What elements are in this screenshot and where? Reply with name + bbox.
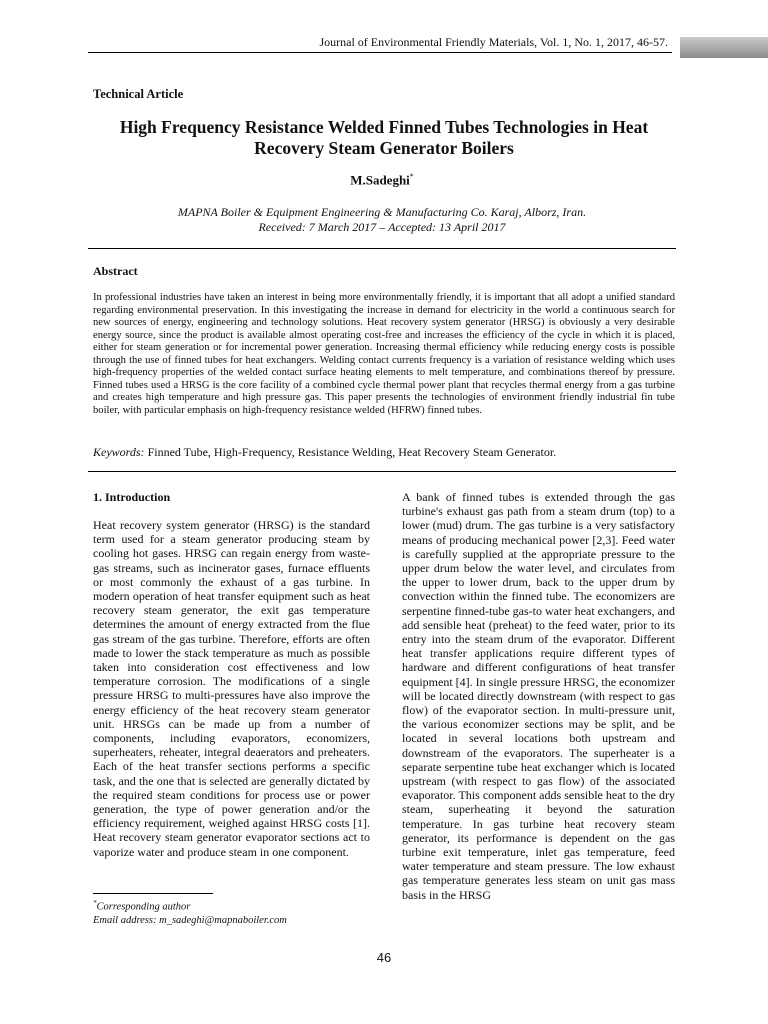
- article-title: High Frequency Resistance Welded Finned Tubes Technologies in Heat Recovery Steam Generator Boilers: [119, 117, 649, 158]
- author: [88, 172, 676, 188]
- keywords-text: Finned Tube, High-Frequency, Resistance Welding, Heat Recovery Steam Generator.: [144, 445, 557, 459]
- affiliation: MAPNA Boiler & Equipment Engineering & Manufacturing Co. Karaj, Alborz, Iran.: [177, 205, 587, 219]
- abstract-heading: Abstract: [93, 264, 138, 278]
- header-decoration-bar: [680, 37, 768, 58]
- footnote: [93, 897, 287, 927]
- rule-top: [88, 248, 676, 249]
- introduction-right-column: A bank of finned tubes is extended through the gas turbine's exhaust gas path from a steam drum (top) to a lower (mud) drum. The gas turbine is a very satisfactory means of producing mechanical power [2,3]. Feed water is carefully supplied at the appropriate pressure to the upper drum below the water level, and circulates from the upper to lower drum, back to the upper drum by convection within the finned tube. The economizers are serpentine finned-tube gas-to water heat exchangers, and add sensible heat (preheat) to the feed water, prior to its entry into the steam drum of the evaporator. Different heat transfer applications require different types of hardware and different configurations of heat transfer equipment [4]. In single pressure HRSG, the economizer will be located directly downstream (with respect to gas flow) of the evaporator section. In multi-pressure unit, the various economizer sections may be split, and be located in several locations both upstream and downstream of the evaporators. The superheater is a separate serpentine tube heat exchanger which is located upstream (with respect to gas flow) of the associated evaporator. This component adds sensible heat to the dry steam, superheating it beyond the saturation temperature. In gas turbine heat recovery steam generator, its performance is dependent on the gas turbine exit temperature, inlet gas temperature, feed water temperature and steam pressure. The low exhaust gas temperature generates less steam on unit gas mass basis in the HRSG: [402, 490, 675, 902]
- keywords-label: Keywords:: [93, 445, 145, 459]
- footnote-mark: *: [93, 899, 97, 907]
- footnote-email: Email address: m_sadeghi@mapnaboiler.com: [93, 914, 287, 926]
- dates: Received: 7 March 2017 – Accepted: 13 April 2017: [258, 220, 506, 234]
- introduction-heading: 1. Introduction: [93, 490, 171, 504]
- footnote-rule: [93, 893, 213, 894]
- author-mark: *: [409, 172, 414, 181]
- journal-header: Journal of Environmental Friendly Materials, Vol. 1, No. 1, 2017, 46-57.: [319, 35, 668, 49]
- header-rule: [88, 52, 672, 53]
- footnote-line1: Corresponding author: [96, 901, 191, 913]
- author-name: M.Sadeghi: [350, 172, 410, 188]
- article-type: Technical Article: [93, 87, 184, 101]
- keywords: [93, 445, 675, 460]
- introduction-left-column: Heat recovery system generator (HRSG) is the standard term used for a steam generator producing steam by cooling hot gases. HRSG can regain energy from waste-gas streams, such as incinerator gases, furnace effluents or most commonly the exhaust of a gas turbine. In modern operation of heat transfer equipment such as heat recovery steam generator, the exit gas temperature determines the amount of energy extracted from the flue gas stream of the gas turbine. Therefore, efforts are often made to lower the stack temperature as much as possible taken into consideration cost effectiveness and low temperature corrosion. The modifications of a single pressure HRSG to multi-pressures have also improve the energy efficiency of the heat recovery steam generator unit. HRSGs can be made up from a number of components, including evaporators, economizers, superheaters, reheater, integral deaerators and preheaters. Each of the heat transfer sections performs a specific task, and the one that is selected are generally dictated by the required steam conditions for process use or power generation, the type of power generation and/or the efficiency requirement, weighed against HRSG costs [1]. Heat recovery steam generator evaporator sections act to vaporize water and produce steam in one component.: [93, 518, 370, 859]
- abstract-text: In professional industries have taken an interest in being more environmentally friendly, it is important that all adopt a unified standard regarding environmental preservation. In this investigating the increase in demand for electricity in the world a continuous search for new sources of energy, engineering and technology solutions. Heat recovery system generator (HRSG) is obviously a very desirable energy source, since the product is available almost operating cost-free and increases the efficiency of the cycle in which it is placed, either for steam generation or for incremental power generation. Increasing thermal efficiency while reducing energy costs is possible through the use of finned tubes for heat exchangers. Welding contact currents frequency is a variation of resistance welding which uses high-frequency properties of the welded contact surface heating elements to melt temperature, and combinations thereof by pressure. Finned tubes used a HRSG is the core facility of a combined cycle thermal power plant that recycles thermal energy from a gas turbine and creates high temperature and high pressure gas. This paper presents the technologies of environment friendly industrial fin tube boiler, with particular emphasis on high-frequency resistance welded (HFRW) finned tubes.: [93, 292, 675, 416]
- rule-bottom: [88, 471, 676, 472]
- affiliation-block: [88, 205, 676, 235]
- page-number: 46: [376, 950, 392, 965]
